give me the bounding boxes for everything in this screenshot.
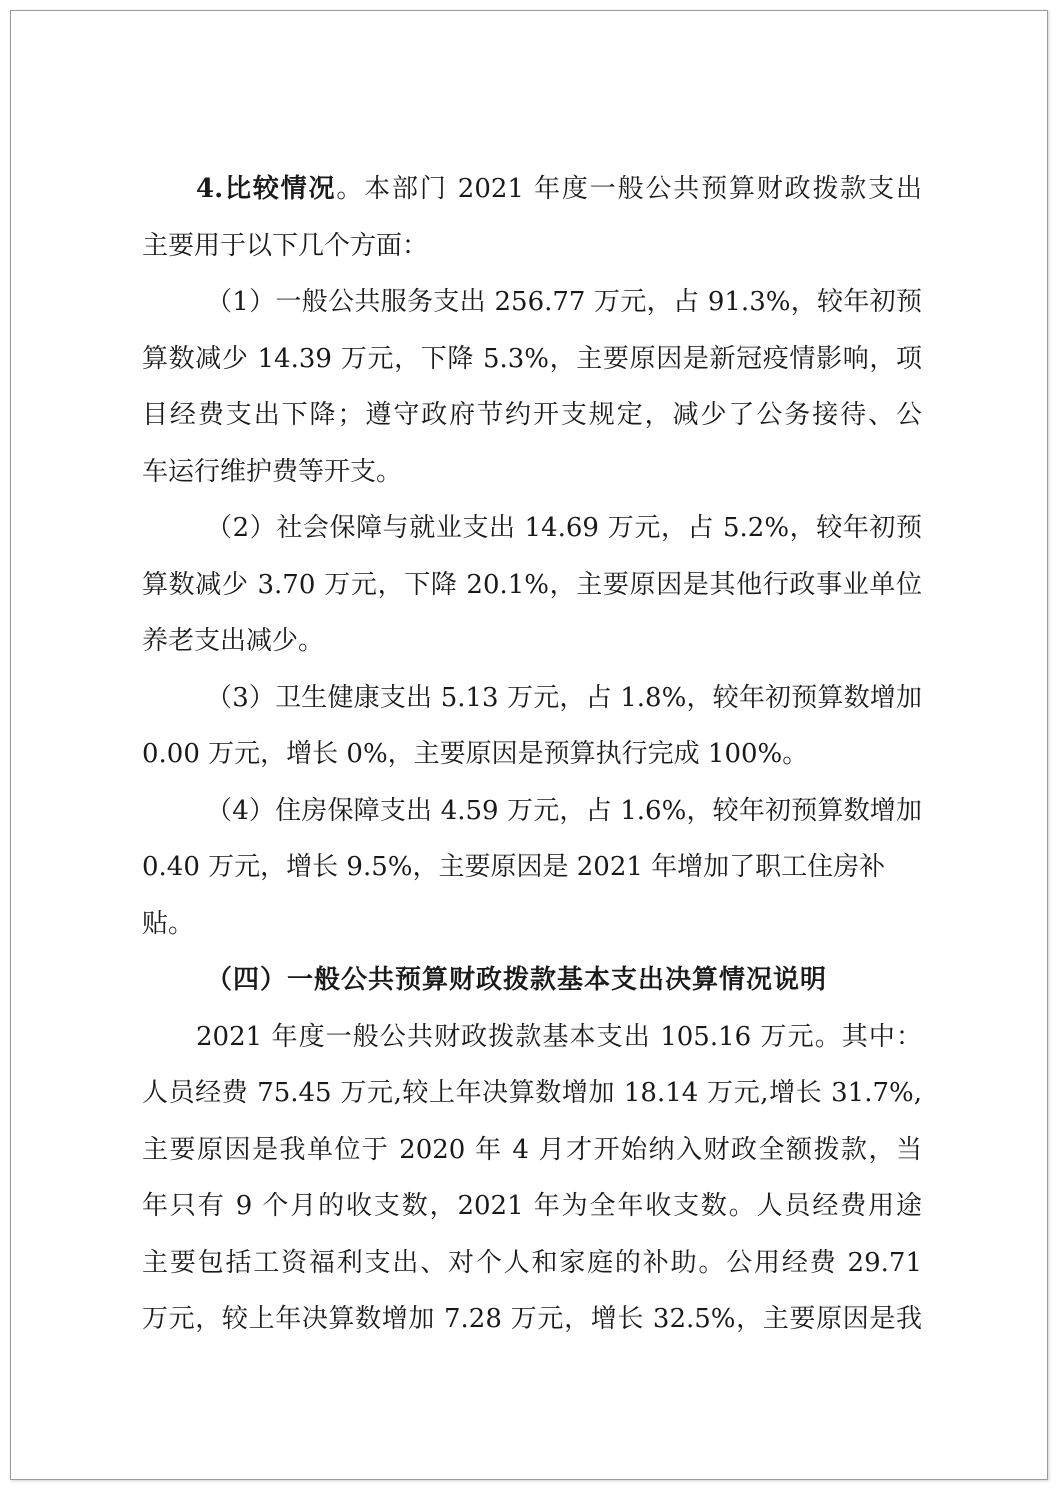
section4-intro-line2: 主要用于以下几个方面： — [142, 230, 429, 261]
section4-intro-text: 。本部门 2021 年度一般公共预算财政拨款支出 — [336, 174, 922, 204]
basic-expense-line1: 2021 年度一般公共财政拨款基本支出 105.16 万元。其中： — [196, 1021, 922, 1052]
item4-line2: 0.40 万元，增长 9.5%，主要原因是 2021 年增加了职工住房补 — [142, 852, 886, 882]
item1-line2: 算数减少 14.39 万元，下降 5.3%，主要原因是新冠疫情影响，项 — [142, 343, 922, 374]
item3-line1: （3）卫生健康支出 5.13 万元，占 1.8%，较年初预算数增加 — [206, 682, 922, 713]
item1-line4: 车运行维护费等开支。 — [142, 456, 403, 487]
item1-line1: （1）一般公共服务支出 256.77 万元，占 91.3%，较年初预 — [206, 287, 922, 317]
section4-heading: 4.比较情况 — [196, 174, 337, 204]
section-heading: （四）一般公共预算财政拨款基本支出决算情况说明 — [206, 965, 828, 995]
item2-line2: 算数减少 3.70 万元，下降 20.1%，主要原因是其他行政事业单位 — [142, 569, 922, 600]
section4-intro-line — [142, 161, 922, 218]
basic-expense-line6: 万元，较上年决算数增加 7.28 万元，增长 32.5%，主要原因是我 — [142, 1304, 922, 1334]
item4-line3: 贴。 — [142, 908, 195, 939]
item4-line1: （4）住房保障支出 4.59 万元，占 1.6%，较年初预算数增加 — [206, 795, 922, 826]
item2-line1: （2）社会保障与就业支出 14.69 万元，占 5.2%，较年初预 — [206, 513, 922, 543]
basic-expense-line3: 主要原因是我单位于 2020 年 4 月才开始纳入财政全额拨款，当 — [142, 1134, 922, 1165]
basic-expense-line4: 年只有 9 个月的收支数，2021 年为全年收支数。人员经费用途 — [142, 1191, 922, 1221]
document-body — [142, 161, 922, 1348]
item3-line2: 0.00 万元，增长 0%，主要原因是预算执行完成 100%。 — [142, 739, 809, 769]
item1-line3: 目经费支出下降；遵守政府节约开支规定，减少了公务接待、公 — [142, 400, 922, 430]
basic-expense-line5: 主要包括工资福利支出、对个人和家庭的补助。公用经费 29.71 — [142, 1247, 922, 1278]
item2-line3: 养老支出减少。 — [142, 626, 325, 656]
basic-expense-line2: 人员经费 75.45 万元,较上年决算数增加 18.14 万元,增长 31.7%, — [142, 1078, 922, 1108]
